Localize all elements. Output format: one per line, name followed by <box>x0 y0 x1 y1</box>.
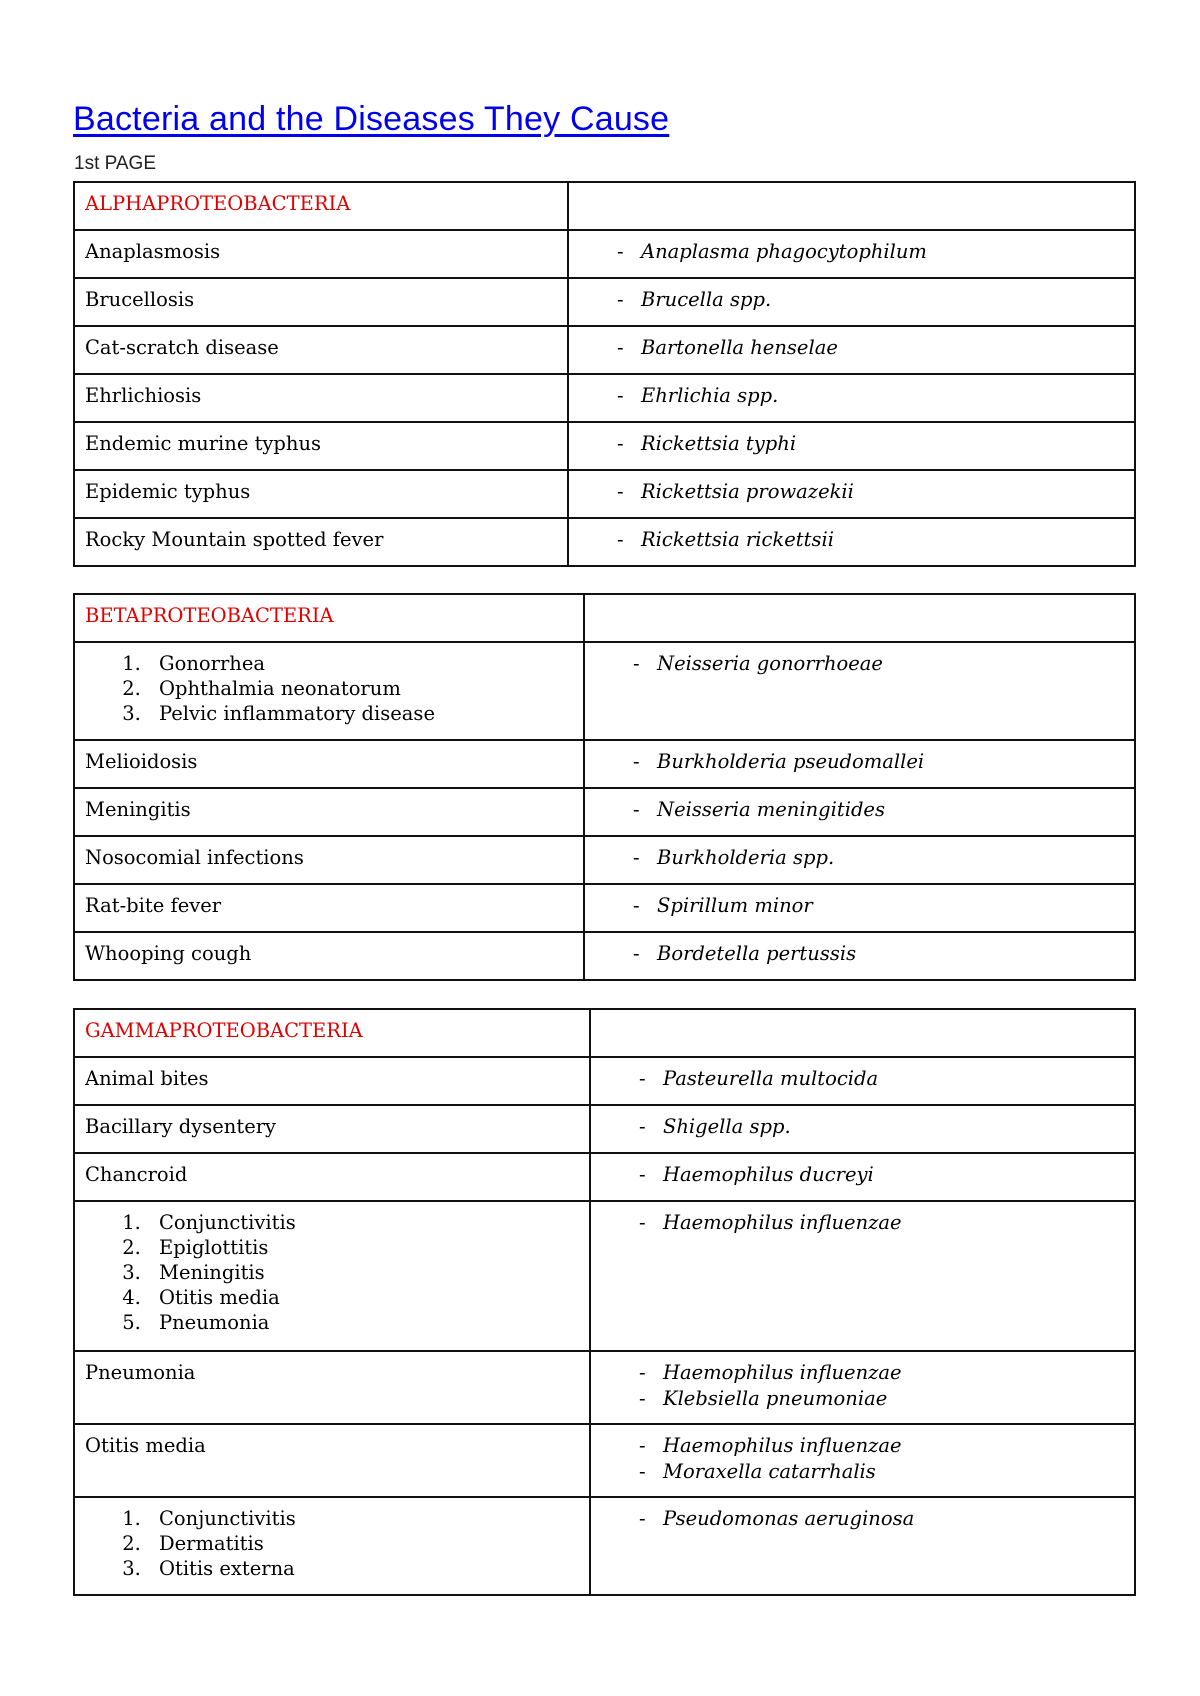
dash-marker: - <box>633 750 640 773</box>
table-row <box>74 1424 1135 1497</box>
organism-name: Brucella spp. <box>641 288 772 311</box>
dash-marker: - <box>633 846 640 869</box>
organism-cell <box>584 884 1135 932</box>
empty-header-cell <box>584 594 1135 642</box>
organism-cell <box>590 1497 1135 1595</box>
disease-cell: Bacillary dysentery <box>74 1105 590 1153</box>
page-title[interactable]: Bacteria and the Diseases They Cause <box>73 100 670 138</box>
organism-cell <box>568 326 1135 374</box>
dash-marker: - <box>617 480 624 503</box>
dash-marker: - <box>639 1163 646 1186</box>
disease-cell: Anaplasmosis <box>74 230 568 278</box>
table-header-row <box>74 1009 1135 1057</box>
section-header: GAMMAPROTEOBACTERIA <box>74 1009 590 1057</box>
disease-cell: Cat-scratch disease <box>74 326 568 374</box>
organism-cell <box>584 642 1135 740</box>
organism-name: Spirillum minor <box>657 894 813 917</box>
list-item: 2. Ophthalmia neonatorum <box>147 676 573 701</box>
disease-list <box>85 651 573 726</box>
disease-cell: Otitis media <box>74 1424 590 1497</box>
list-item: 2. Dermatitis <box>147 1531 579 1556</box>
organism-cell <box>584 788 1135 836</box>
disease-list-cell <box>74 1201 590 1351</box>
table-row <box>74 326 1135 374</box>
organism-name: Rickettsia prowazekii <box>641 480 854 503</box>
table-row <box>74 740 1135 788</box>
organism-name: Haemophilus ducreyi <box>663 1163 874 1186</box>
table-header-row <box>74 594 1135 642</box>
organism-cell <box>584 836 1135 884</box>
betaproteobacteria-table <box>73 593 1136 981</box>
organism-cell <box>590 1057 1135 1105</box>
disease-cell: Rocky Mountain spotted fever <box>74 518 568 566</box>
disease-cell: Chancroid <box>74 1153 590 1201</box>
organism-cell <box>590 1201 1135 1351</box>
organism-name: Rickettsia rickettsii <box>641 528 834 551</box>
organism-name: Rickettsia typhi <box>641 432 797 455</box>
list-item: 3. Pelvic inflammatory disease <box>147 701 573 726</box>
dash-marker: - <box>639 1067 646 1090</box>
dash-marker: - <box>633 942 640 965</box>
organism-cell <box>568 230 1135 278</box>
organism-name: Haemophilus influenzae <box>663 1361 902 1384</box>
organism-cell <box>568 518 1135 566</box>
dash-marker: - <box>633 798 640 821</box>
table-header-row <box>74 182 1135 230</box>
table-row <box>74 470 1135 518</box>
dash-marker: - <box>639 1460 646 1483</box>
organism-name: Burkholderia pseudomallei <box>657 750 925 773</box>
dash-marker: - <box>639 1211 646 1234</box>
disease-cell: Whooping cough <box>74 932 584 980</box>
organism-name: Pseudomonas aeruginosa <box>663 1507 915 1530</box>
organism-cell <box>568 278 1135 326</box>
organism-cell <box>568 422 1135 470</box>
list-item: 1. Conjunctivitis <box>147 1506 579 1531</box>
dash-marker: - <box>633 652 640 675</box>
organism-name: Burkholderia spp. <box>657 846 835 869</box>
table-row <box>74 278 1135 326</box>
table-row <box>74 422 1135 470</box>
section-header: BETAPROTEOBACTERIA <box>74 594 584 642</box>
disease-cell: Nosocomial infections <box>74 836 584 884</box>
list-item: 5. Pneumonia <box>147 1310 579 1335</box>
disease-cell: Animal bites <box>74 1057 590 1105</box>
organism-name: Bartonella henselae <box>641 336 838 359</box>
dash-marker: - <box>633 894 640 917</box>
table-row <box>74 1351 1135 1424</box>
organism-name: Haemophilus influenzae <box>663 1211 902 1234</box>
list-item: 1. Conjunctivitis <box>147 1210 579 1235</box>
organism-cell <box>584 932 1135 980</box>
organism-name: Klebsiella pneumoniae <box>663 1387 888 1410</box>
organism-cell <box>568 374 1135 422</box>
table-row <box>74 836 1135 884</box>
alphaproteobacteria-table <box>73 181 1136 567</box>
disease-list-cell <box>74 1497 590 1595</box>
organism-cell <box>590 1424 1135 1497</box>
table-row <box>74 1201 1135 1351</box>
dash-marker: - <box>617 384 624 407</box>
list-item: 1. Gonorrhea <box>147 651 573 676</box>
disease-cell: Melioidosis <box>74 740 584 788</box>
dash-marker: - <box>639 1387 646 1410</box>
organism-name: Ehrlichia spp. <box>641 384 779 407</box>
list-item: 3. Meningitis <box>147 1260 579 1285</box>
disease-cell: Brucellosis <box>74 278 568 326</box>
dash-marker: - <box>617 288 624 311</box>
table-row <box>74 788 1135 836</box>
section-header: ALPHAPROTEOBACTERIA <box>74 182 568 230</box>
organism-cell <box>590 1153 1135 1201</box>
gammaproteobacteria-table <box>73 1008 1136 1596</box>
disease-cell: Meningitis <box>74 788 584 836</box>
organism-name: Neisseria gonorrhoeae <box>657 652 883 675</box>
organism-name: Anaplasma phagocytophilum <box>641 240 927 263</box>
disease-cell: Pneumonia <box>74 1351 590 1424</box>
list-item: 2. Epiglottitis <box>147 1235 579 1260</box>
organism-name: Moraxella catarrhalis <box>663 1460 876 1483</box>
page-subtitle: 1st PAGE <box>74 153 157 174</box>
disease-list <box>85 1506 579 1581</box>
organism-cell <box>568 470 1135 518</box>
disease-cell: Epidemic typhus <box>74 470 568 518</box>
table-row <box>74 642 1135 740</box>
table-row <box>74 1057 1135 1105</box>
disease-cell: Rat-bite fever <box>74 884 584 932</box>
dash-marker: - <box>617 336 624 359</box>
disease-list <box>85 1210 579 1335</box>
organism-name: Bordetella pertussis <box>657 942 857 965</box>
table-row <box>74 932 1135 980</box>
organism-cell <box>590 1351 1135 1424</box>
table-row <box>74 1153 1135 1201</box>
table-row <box>74 374 1135 422</box>
table-row <box>74 518 1135 566</box>
dash-marker: - <box>639 1115 646 1138</box>
organism-name: Shigella spp. <box>663 1115 791 1138</box>
organism-name: Pasteurella multocida <box>663 1067 879 1090</box>
table-row <box>74 884 1135 932</box>
disease-cell: Ehrlichiosis <box>74 374 568 422</box>
dash-marker: - <box>639 1507 646 1530</box>
dash-marker: - <box>617 240 624 263</box>
dash-marker: - <box>639 1361 646 1384</box>
table-row <box>74 1497 1135 1595</box>
table-row <box>74 1105 1135 1153</box>
organism-name: Haemophilus influenzae <box>663 1434 902 1457</box>
organism-name: Neisseria meningitides <box>657 798 885 821</box>
table-row <box>74 230 1135 278</box>
list-item: 3. Otitis externa <box>147 1556 579 1581</box>
disease-cell: Endemic murine typhus <box>74 422 568 470</box>
organism-cell <box>584 740 1135 788</box>
dash-marker: - <box>617 528 624 551</box>
empty-header-cell <box>568 182 1135 230</box>
empty-header-cell <box>590 1009 1135 1057</box>
list-item: 4. Otitis media <box>147 1285 579 1310</box>
disease-list-cell <box>74 642 584 740</box>
dash-marker: - <box>617 432 624 455</box>
organism-cell <box>590 1105 1135 1153</box>
dash-marker: - <box>639 1434 646 1457</box>
